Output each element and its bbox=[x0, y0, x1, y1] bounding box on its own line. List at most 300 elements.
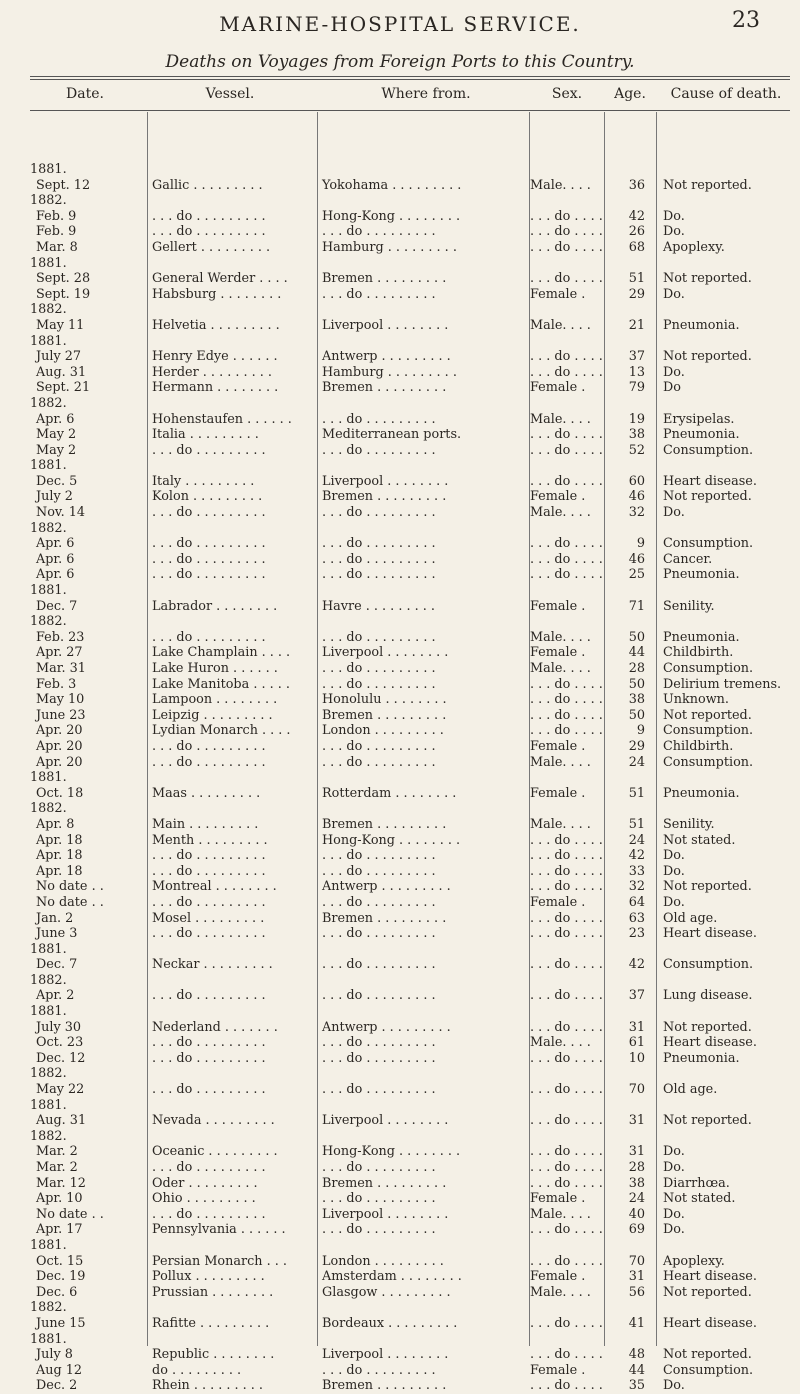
table-row bbox=[0, 911, 800, 927]
sex-cell: . . . do . . . . bbox=[530, 567, 603, 583]
sex-cell: . . . do . . . . bbox=[530, 1160, 603, 1175]
where-from-cell: . . . do . . . . . . . . . bbox=[322, 536, 436, 552]
date-cell: Mar. 31 bbox=[36, 661, 86, 676]
table-row bbox=[0, 1269, 800, 1285]
table-row bbox=[0, 412, 800, 428]
where-from-cell: London . . . . . . . . . bbox=[322, 1253, 444, 1269]
where-from-cell: Honolulu . . . . . . . . bbox=[322, 692, 447, 708]
vessel-cell: Hohenstaufen . . . . . . bbox=[152, 411, 292, 427]
date-cell: Mar. 2 bbox=[36, 1144, 78, 1160]
sex-cell: . . . do . . . . bbox=[530, 879, 603, 895]
table-row bbox=[0, 1254, 800, 1270]
sex-cell: . . . do . . . . bbox=[530, 1050, 603, 1066]
where-from-cell: Liverpool . . . . . . . . bbox=[322, 645, 449, 661]
date-cell: Dec. 6 bbox=[36, 1284, 78, 1300]
cause-cell: Consumption. bbox=[663, 754, 754, 770]
table-row bbox=[0, 833, 800, 849]
year-label: 1881. bbox=[30, 1237, 67, 1253]
vessel-cell: Republic . . . . . . . . bbox=[152, 1347, 275, 1363]
sex-cell: . . . do . . . . bbox=[530, 692, 603, 708]
year-label: 1882. bbox=[30, 395, 67, 411]
cause-cell: Heart disease. bbox=[663, 1315, 757, 1331]
table-row bbox=[0, 380, 800, 396]
sex-cell: . . . do . . . . bbox=[530, 239, 603, 255]
table-row bbox=[0, 271, 800, 287]
sex-cell: . . . do . . . . bbox=[530, 1082, 603, 1098]
age-cell: 68 bbox=[628, 239, 645, 255]
vessel-cell: Lydian Monarch . . . . bbox=[152, 723, 291, 739]
vessel-cell: . . . do . . . . . . . . . bbox=[152, 1082, 266, 1098]
date-cell: June 23 bbox=[36, 707, 86, 723]
table-row bbox=[0, 1160, 800, 1176]
sex-cell: . . . do . . . . bbox=[530, 723, 603, 739]
sex-cell: Male. . . . bbox=[530, 1035, 591, 1051]
date-cell: Dec. 2 bbox=[36, 1378, 78, 1394]
age-cell: 31 bbox=[628, 1144, 645, 1160]
age-cell: 79 bbox=[628, 380, 645, 396]
table-row bbox=[0, 318, 800, 334]
cause-cell: Not reported. bbox=[663, 1347, 752, 1363]
sex-cell: Male. . . . bbox=[530, 661, 591, 676]
date-cell: May 11 bbox=[36, 317, 85, 333]
where-from-cell: . . . do . . . . . . . . . bbox=[322, 286, 436, 302]
table-row bbox=[0, 645, 800, 661]
where-from-cell: . . . do . . . . . . . . . bbox=[322, 1222, 436, 1238]
cause-cell: Consumption. bbox=[663, 1362, 754, 1378]
vessel-cell: Persian Monarch . . . bbox=[152, 1253, 287, 1269]
date-cell: Apr. 8 bbox=[36, 816, 75, 832]
date-cell: Nov. 14 bbox=[36, 505, 86, 521]
date-cell: Dec. 7 bbox=[36, 598, 78, 614]
cause-cell: Pneumonia. bbox=[663, 785, 740, 801]
sex-cell: . . . do . . . . bbox=[530, 707, 603, 723]
table-row bbox=[0, 1207, 800, 1223]
date-cell: Feb. 9 bbox=[36, 224, 77, 240]
where-from-cell: . . . do . . . . . . . . . bbox=[322, 926, 436, 942]
table-row bbox=[0, 427, 800, 443]
table-row bbox=[0, 864, 800, 880]
vessel-cell: . . . do . . . . . . . . . bbox=[152, 1206, 266, 1222]
cause-cell: Not reported. bbox=[663, 177, 752, 193]
where-from-cell: Antwerp . . . . . . . . . bbox=[322, 1019, 451, 1035]
sex-cell: . . . do . . . . bbox=[530, 1315, 603, 1331]
where-from-cell: . . . do . . . . . . . . . bbox=[322, 863, 436, 879]
age-cell: 60 bbox=[628, 473, 645, 489]
date-cell: Apr. 6 bbox=[36, 567, 75, 583]
column-header-age: Age. bbox=[614, 86, 646, 102]
where-from-cell: Bremen . . . . . . . . . bbox=[322, 816, 447, 832]
vessel-cell: Oceanic . . . . . . . . . bbox=[152, 1144, 278, 1160]
age-cell: 9 bbox=[636, 723, 645, 739]
cause-cell: Pneumonia. bbox=[663, 427, 740, 443]
sex-cell: . . . do . . . . bbox=[530, 832, 603, 848]
table-row bbox=[0, 926, 800, 942]
age-cell: 29 bbox=[628, 738, 645, 754]
sex-cell: . . . do . . . . bbox=[530, 271, 603, 287]
table-row bbox=[0, 708, 800, 724]
table-row bbox=[0, 224, 800, 240]
date-cell: Dec. 5 bbox=[36, 473, 78, 489]
table-row bbox=[0, 209, 800, 225]
where-from-cell: . . . do . . . . . . . . . bbox=[322, 442, 436, 458]
year-row bbox=[0, 302, 800, 318]
cause-cell: Consumption. bbox=[663, 957, 754, 973]
cause-cell: Pneumonia. bbox=[663, 1050, 740, 1066]
sex-cell: . . . do . . . . bbox=[530, 926, 603, 942]
sex-cell: Male. . . . bbox=[530, 1284, 591, 1300]
cause-cell: Childbirth. bbox=[663, 738, 734, 754]
cause-cell: Do. bbox=[663, 224, 685, 240]
where-from-cell: London . . . . . . . . . bbox=[322, 723, 444, 739]
table-row bbox=[0, 1144, 800, 1160]
date-cell: Apr. 6 bbox=[36, 411, 75, 427]
sex-cell: . . . do . . . . bbox=[530, 676, 603, 692]
age-cell: 28 bbox=[628, 1160, 645, 1175]
date-cell: Dec. 12 bbox=[36, 1050, 86, 1066]
table-row bbox=[0, 567, 800, 583]
year-row bbox=[0, 770, 800, 786]
age-cell: 19 bbox=[628, 411, 645, 427]
vessel-cell: Maas . . . . . . . . . bbox=[152, 785, 261, 801]
date-cell: No date . . bbox=[36, 894, 104, 910]
age-cell: 21 bbox=[628, 317, 645, 333]
where-from-cell: . . . do . . . . . . . . . bbox=[322, 988, 436, 1004]
cause-cell: Apoplexy. bbox=[663, 1253, 725, 1269]
vessel-cell: Labrador . . . . . . . . bbox=[152, 598, 278, 614]
cause-cell: Do. bbox=[663, 1222, 685, 1238]
cause-cell: Heart disease. bbox=[663, 926, 757, 942]
vessel-cell: Italy . . . . . . . . . bbox=[152, 473, 255, 489]
date-cell: Aug. 31 bbox=[36, 364, 87, 380]
sex-cell: . . . do . . . . bbox=[530, 208, 603, 224]
vessel-cell: . . . do . . . . . . . . . bbox=[152, 551, 266, 567]
date-cell: May 2 bbox=[36, 427, 77, 443]
age-cell: 35 bbox=[628, 1378, 645, 1394]
vessel-cell: . . . do . . . . . . . . . bbox=[152, 442, 266, 458]
age-cell: 70 bbox=[628, 1082, 645, 1098]
vessel-cell: Lake Champlain . . . . bbox=[152, 645, 291, 661]
age-cell: 32 bbox=[628, 879, 645, 895]
table-row bbox=[0, 552, 800, 568]
table-row bbox=[0, 1191, 800, 1207]
sex-cell: Female . bbox=[530, 380, 586, 396]
age-cell: 51 bbox=[628, 785, 645, 801]
year-row bbox=[0, 1066, 800, 1082]
cause-cell: Pneumonia. bbox=[663, 317, 740, 333]
age-cell: 13 bbox=[628, 364, 645, 380]
date-cell: Feb. 23 bbox=[36, 629, 85, 645]
date-cell: Dec. 19 bbox=[36, 1269, 86, 1285]
sex-cell: . . . do . . . . bbox=[530, 1347, 603, 1363]
cause-cell: Erysipelas. bbox=[663, 411, 735, 427]
sex-cell: . . . do . . . . bbox=[530, 442, 603, 458]
age-cell: 38 bbox=[628, 1175, 645, 1191]
vessel-cell: . . . do . . . . . . . . . bbox=[152, 926, 266, 942]
year-row bbox=[0, 162, 800, 178]
vessel-cell: Menth . . . . . . . . . bbox=[152, 832, 268, 848]
where-from-cell: Bremen . . . . . . . . . bbox=[322, 380, 447, 396]
year-row bbox=[0, 458, 800, 474]
cause-cell: Consumption. bbox=[663, 536, 754, 552]
age-cell: 36 bbox=[628, 177, 645, 193]
where-from-cell: . . . do . . . . . . . . . bbox=[322, 411, 436, 427]
age-cell: 38 bbox=[628, 427, 645, 443]
year-row bbox=[0, 614, 800, 630]
date-cell: Apr. 17 bbox=[36, 1222, 83, 1238]
where-from-cell: . . . do . . . . . . . . . bbox=[322, 1050, 436, 1066]
age-cell: 41 bbox=[628, 1315, 645, 1331]
table-row bbox=[0, 957, 800, 973]
where-from-cell: Hong-Kong . . . . . . . . bbox=[322, 832, 461, 848]
year-label: 1882. bbox=[30, 193, 67, 209]
sex-cell: . . . do . . . . bbox=[530, 848, 603, 864]
age-cell: 46 bbox=[628, 551, 645, 567]
sex-cell: . . . do . . . . bbox=[530, 1113, 603, 1129]
cause-cell: Old age. bbox=[663, 1082, 718, 1098]
table-row bbox=[0, 895, 800, 911]
date-cell: May 2 bbox=[36, 442, 77, 458]
where-from-cell: Hong-Kong . . . . . . . . bbox=[322, 1144, 461, 1160]
vessel-cell: . . . do . . . . . . . . . bbox=[152, 536, 266, 552]
vessel-cell: Lampoon . . . . . . . . bbox=[152, 692, 278, 708]
where-from-cell: . . . do . . . . . . . . . bbox=[322, 629, 436, 645]
cause-cell: Consumption. bbox=[663, 442, 754, 458]
table-row bbox=[0, 599, 800, 615]
vessel-cell: General Werder . . . . bbox=[152, 271, 288, 287]
vessel-cell: . . . do . . . . . . . . . bbox=[152, 863, 266, 879]
age-cell: 9 bbox=[636, 536, 645, 552]
table-row bbox=[0, 1347, 800, 1363]
age-cell: 52 bbox=[628, 442, 645, 458]
year-label: 1881. bbox=[30, 1331, 67, 1347]
cause-cell: Not stated. bbox=[663, 832, 736, 848]
table-row bbox=[0, 692, 800, 708]
table-row bbox=[0, 879, 800, 895]
cause-cell: Do. bbox=[663, 863, 685, 879]
vessel-cell: . . . do . . . . . . . . . bbox=[152, 1035, 266, 1051]
where-from-cell: . . . do . . . . . . . . . bbox=[322, 1082, 436, 1098]
vessel-cell: Lake Huron . . . . . . bbox=[152, 661, 278, 676]
table-row bbox=[0, 1035, 800, 1051]
year-label: 1881. bbox=[30, 941, 67, 957]
vessel-cell: . . . do . . . . . . . . . bbox=[152, 1050, 266, 1066]
where-from-cell: . . . do . . . . . . . . . bbox=[322, 848, 436, 864]
cause-cell: Senility. bbox=[663, 816, 715, 832]
age-cell: 24 bbox=[628, 832, 645, 848]
page-number: 23 bbox=[732, 8, 760, 33]
year-row bbox=[0, 396, 800, 412]
where-from-cell: Mediterranean ports. bbox=[322, 427, 462, 443]
where-from-cell: . . . do . . . . . . . . . bbox=[322, 1362, 436, 1378]
where-from-cell: Antwerp . . . . . . . . . bbox=[322, 879, 451, 895]
table-title: Deaths on Voyages from Foreign Ports to this Country. bbox=[165, 52, 635, 72]
age-cell: 40 bbox=[628, 1206, 645, 1222]
cause-cell: Cancer. bbox=[663, 551, 713, 567]
where-from-cell: . . . do . . . . . . . . . bbox=[322, 1160, 436, 1175]
sex-cell: Female . bbox=[530, 1362, 586, 1378]
age-cell: 31 bbox=[628, 1269, 645, 1285]
vessel-cell: Ohio . . . . . . . . . bbox=[152, 1191, 256, 1207]
age-cell: 64 bbox=[628, 894, 645, 910]
vessel-cell: Neckar . . . . . . . . . bbox=[152, 957, 273, 973]
cause-cell: Not reported. bbox=[663, 271, 752, 287]
age-cell: 44 bbox=[628, 1362, 645, 1378]
table-row bbox=[0, 443, 800, 459]
vessel-cell: Kolon . . . . . . . . . bbox=[152, 489, 263, 505]
column-header-vessel: Vessel. bbox=[205, 86, 255, 102]
sex-cell: Male. . . . bbox=[530, 754, 591, 770]
where-from-cell: . . . do . . . . . . . . . bbox=[322, 1191, 436, 1207]
sex-cell: Female . bbox=[530, 286, 586, 302]
where-from-cell: Bremen . . . . . . . . . bbox=[322, 489, 447, 505]
year-label: 1881. bbox=[30, 770, 67, 786]
year-row bbox=[0, 583, 800, 599]
where-from-cell: Yokohama . . . . . . . . . bbox=[322, 177, 462, 193]
where-from-cell: Hamburg . . . . . . . . . bbox=[322, 364, 457, 380]
age-cell: 37 bbox=[628, 988, 645, 1004]
date-cell: Sept. 28 bbox=[36, 271, 91, 287]
cause-cell: Do. bbox=[663, 1160, 685, 1175]
date-cell: Dec. 7 bbox=[36, 957, 78, 973]
where-from-cell: . . . do . . . . . . . . . bbox=[322, 661, 436, 676]
table-row bbox=[0, 240, 800, 256]
date-cell: June 15 bbox=[36, 1315, 86, 1331]
date-cell: Apr. 20 bbox=[36, 738, 83, 754]
date-cell: Aug. 31 bbox=[36, 1113, 87, 1129]
age-cell: 38 bbox=[628, 692, 645, 708]
sex-cell: . . . do . . . . bbox=[530, 1253, 603, 1269]
vessel-cell: . . . do . . . . . . . . . bbox=[152, 208, 266, 224]
sex-cell: Male. . . . bbox=[530, 411, 591, 427]
year-row bbox=[0, 1129, 800, 1145]
date-cell: No date . . bbox=[36, 1206, 104, 1222]
cause-cell: Consumption. bbox=[663, 723, 754, 739]
cause-cell: Not reported. bbox=[663, 1019, 752, 1035]
table-row bbox=[0, 988, 800, 1004]
date-cell: July 2 bbox=[36, 489, 73, 505]
year-label: 1882. bbox=[30, 302, 67, 318]
cause-cell: Old age. bbox=[663, 910, 718, 926]
date-cell: Apr. 6 bbox=[36, 551, 75, 567]
year-row bbox=[0, 1300, 800, 1316]
date-cell: Oct. 18 bbox=[36, 785, 84, 801]
table-row bbox=[0, 1316, 800, 1332]
sex-cell: Male. . . . bbox=[530, 317, 591, 333]
sex-cell: Male. . . . bbox=[530, 177, 591, 193]
vessel-cell: Montreal . . . . . . . . bbox=[152, 879, 277, 895]
page-header bbox=[0, 8, 800, 36]
where-from-cell: Antwerp . . . . . . . . . bbox=[322, 349, 451, 365]
sex-cell: Female . bbox=[530, 785, 586, 801]
table-row bbox=[0, 817, 800, 833]
date-cell: Apr. 18 bbox=[36, 848, 83, 864]
cause-cell: Do. bbox=[663, 848, 685, 864]
cause-cell: Consumption. bbox=[663, 661, 754, 676]
age-cell: 48 bbox=[628, 1347, 645, 1363]
year-row bbox=[0, 973, 800, 989]
sex-cell: . . . do . . . . bbox=[530, 910, 603, 926]
top-rule-1 bbox=[30, 76, 790, 77]
date-cell: Mar. 12 bbox=[36, 1175, 86, 1191]
date-cell: Apr. 20 bbox=[36, 754, 83, 770]
sex-cell: . . . do . . . . bbox=[530, 1019, 603, 1035]
column-header-where-from: Where from. bbox=[381, 86, 471, 102]
sex-cell: . . . do . . . . bbox=[530, 1144, 603, 1160]
table-row bbox=[0, 489, 800, 505]
age-cell: 42 bbox=[628, 848, 645, 864]
where-from-cell: . . . do . . . . . . . . . bbox=[322, 1035, 436, 1051]
year-label: 1882. bbox=[30, 801, 67, 817]
vessel-cell: Habsburg . . . . . . . . bbox=[152, 286, 282, 302]
cause-cell: Apoplexy. bbox=[663, 239, 725, 255]
year-row bbox=[0, 334, 800, 350]
vessel-cell: Lake Manitoba . . . . . bbox=[152, 676, 290, 692]
cause-cell: Not reported. bbox=[663, 349, 752, 365]
year-label: 1881. bbox=[30, 1097, 67, 1113]
vessel-cell: . . . do . . . . . . . . . bbox=[152, 505, 266, 521]
sex-cell: . . . do . . . . bbox=[530, 224, 603, 240]
vessel-cell: . . . do . . . . . . . . . bbox=[152, 1160, 266, 1175]
year-label: 1881. bbox=[30, 458, 67, 474]
year-row bbox=[0, 942, 800, 958]
table-row bbox=[0, 739, 800, 755]
year-label: 1882. bbox=[30, 972, 67, 988]
age-cell: 46 bbox=[628, 489, 645, 505]
date-cell: Aug 12 bbox=[36, 1362, 83, 1378]
age-cell: 61 bbox=[628, 1035, 645, 1051]
year-row bbox=[0, 1238, 800, 1254]
sex-cell: Male. . . . bbox=[530, 816, 591, 832]
table-row bbox=[0, 505, 800, 521]
vessel-cell: Henry Edye . . . . . . bbox=[152, 349, 278, 365]
age-cell: 50 bbox=[628, 629, 645, 645]
vessel-cell: . . . do . . . . . . . . . bbox=[152, 224, 266, 240]
sex-cell: Female . bbox=[530, 489, 586, 505]
date-cell: Apr. 6 bbox=[36, 536, 75, 552]
header-rule bbox=[30, 110, 790, 111]
age-cell: 32 bbox=[628, 505, 645, 521]
cause-cell: Pneumonia. bbox=[663, 567, 740, 583]
year-label: 1882. bbox=[30, 520, 67, 536]
age-cell: 10 bbox=[628, 1050, 645, 1066]
vessel-cell: Oder . . . . . . . . . bbox=[152, 1175, 258, 1191]
cause-cell: Not reported. bbox=[663, 707, 752, 723]
vessel-cell: Nederland . . . . . . . bbox=[152, 1019, 278, 1035]
table-row bbox=[0, 1051, 800, 1067]
where-from-cell: . . . do . . . . . . . . . bbox=[322, 224, 436, 240]
vessel-cell: do . . . . . . . . . bbox=[152, 1362, 242, 1378]
sex-cell: Female . bbox=[530, 1191, 586, 1207]
where-from-cell: Bremen . . . . . . . . . bbox=[322, 1175, 447, 1191]
year-row bbox=[0, 1004, 800, 1020]
age-cell: 24 bbox=[628, 1191, 645, 1207]
date-cell: Apr. 2 bbox=[36, 988, 75, 1004]
cause-cell: Heart disease. bbox=[663, 1035, 757, 1051]
year-row bbox=[0, 1098, 800, 1114]
where-from-cell: Havre . . . . . . . . . bbox=[322, 598, 435, 614]
age-cell: 50 bbox=[628, 707, 645, 723]
sex-cell: Female . bbox=[530, 894, 586, 910]
cause-cell: Do. bbox=[663, 894, 685, 910]
sex-cell: Male. . . . bbox=[530, 1206, 591, 1222]
vessel-cell: Pennsylvania . . . . . . bbox=[152, 1222, 286, 1238]
table-row bbox=[0, 848, 800, 864]
age-cell: 29 bbox=[628, 286, 645, 302]
cause-cell: Not reported. bbox=[663, 489, 752, 505]
cause-cell: Diarrhœa. bbox=[663, 1175, 730, 1191]
sex-cell: . . . do . . . . bbox=[530, 349, 603, 365]
cause-cell: Not stated. bbox=[663, 1191, 736, 1207]
